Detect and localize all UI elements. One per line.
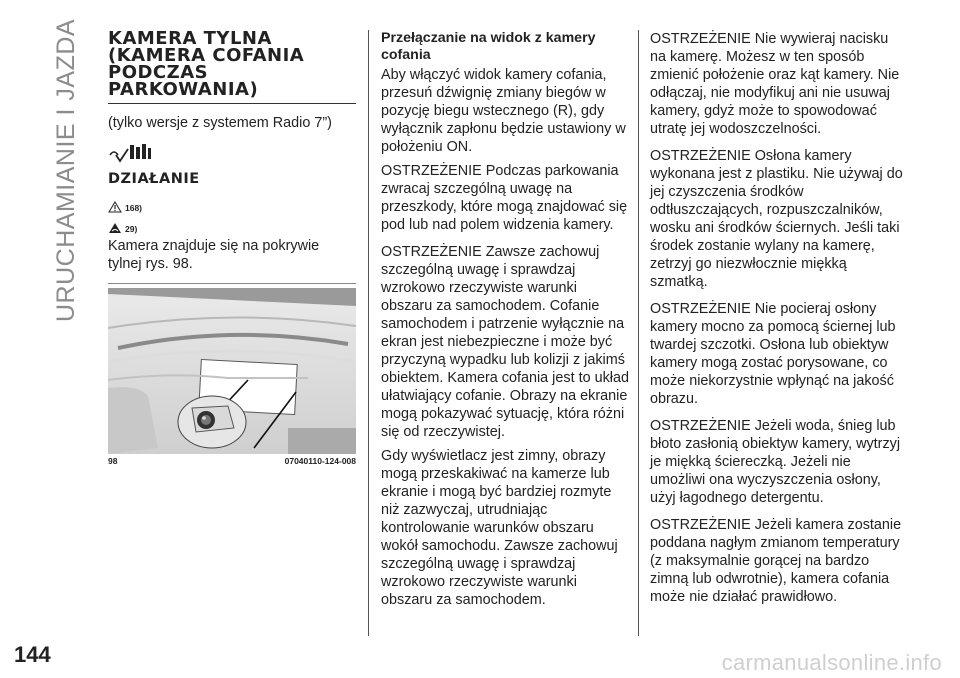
warning-reference-number: 168) xyxy=(125,203,143,213)
section-heading-camera-view: Przełączanie na widok z kamery cofania xyxy=(381,30,596,63)
radio-7-icon xyxy=(108,141,158,163)
paragraph: Aby włączyć widok kamery cofania, przesuń dźwignię zmiany biegów w pozycję biegu wstecznego (R), gdy wyłącznik zapłonu będzie ustawiony w położeniu ON. xyxy=(381,67,626,155)
column-3 xyxy=(650,30,906,615)
paragraph: Gdy wyświetlacz jest zimny, obrazy mogą przeskakiwać na kamerze lub ekranie i mogą być bardziej rozmyte niż zazwyczaj, utrudniając kontrolowanie warunków obszaru wokół samochodu. Zawsze zachowuj szczególną uwagę i sprawdzaj wzrokowo rzeczywiste warunki obszaru za samochodem. xyxy=(381,448,618,608)
info-reference-number: 29) xyxy=(125,224,138,234)
camera-location-text: Kamera znajduje się na pokrywie tylnej rys. 98. xyxy=(108,238,320,272)
figure-number: 98 xyxy=(108,456,118,466)
column-1 xyxy=(108,30,356,466)
rear-camera-illustration xyxy=(108,288,356,454)
warning-reference xyxy=(108,195,356,213)
warning-paragraph: OSTRZEŻENIE Nie wywieraj nacisku na kamerę. Możesz w ten sposób zmienić położenie oraz kąt kamery. Nie odłączaj, nie modyfikuj ani nie usuwaj kamery, gdyż może to spowodować utratę jej wodoszczelności. xyxy=(650,31,900,137)
warning-paragraph: OSTRZEŻENIE Nie pocieraj osłony kamery mocno za pomocą ściernej lub twardej szczotki. Osłona lub obiektyw kamery mogą zostać porysowane, co może niekorzystnie wpłynąć na jakość obrazu. xyxy=(650,301,896,407)
version-note: (tylko wersje z systemem Radio 7”) xyxy=(108,115,332,131)
figure-code: 07040110-124-008 xyxy=(284,456,356,466)
warning-paragraph: OSTRZEŻENIE Podczas parkowania zwracaj szczególną uwagę na przeszkody, które mogą znajdować się pod lub nad polem widzenia kamery. xyxy=(381,163,628,233)
info-triangle-icon xyxy=(108,222,122,234)
column-2 xyxy=(381,30,631,618)
chapter-title: URUCHAMIANIE I JAZDA xyxy=(52,18,80,322)
info-reference xyxy=(108,216,356,234)
warning-paragraph: OSTRZEŻENIE Zawsze zachowuj szczególną uwagę i sprawdzaj wzrokowo rzeczywiste warunki obszaru za samochodem. Cofanie samochodem i patrzenie wyłącznie na ekran jest niebezpieczne i może być przyczyną wypadku lub kolizji z jakimś obiektem. Kamera cofania jest to układ ułatwiający cofanie. Obrazy na ekranie mogą pokazywać sytuację, która różni się od rzeczywistej. xyxy=(381,244,629,440)
figure-98 xyxy=(108,283,356,466)
warning-paragraph: OSTRZEŻENIE Jeżeli woda, śnieg lub błoto zasłonią obiektyw kamery, wytrzyj je miękką ściereczką. Jeżeli nie umożliwi ona wyczyszczenia osłony, użyj łagodnego detergentu. xyxy=(650,418,901,506)
column-divider xyxy=(638,30,639,636)
column-divider xyxy=(368,30,369,636)
figure-caption xyxy=(108,456,356,466)
page-number: 144 xyxy=(14,642,51,667)
warning-paragraph: OSTRZEŻENIE Jeżeli kamera zostanie poddana nagłym zmianom temperatury (z maksymalnie gorącej na bardzo zimną lub odwrotnie), kamera cofania może nie działać prawidłowo. xyxy=(650,517,902,605)
section-heading-operation: DZIAŁANIE xyxy=(108,171,200,187)
title-rule xyxy=(108,103,356,104)
warning-paragraph: OSTRZEŻENIE Osłona kamery wykonana jest z plastiku. Nie używaj do jej czyszczenia środków odtłuszczających, rozpuszczalników, wosku ani środków ściernych. Jeśli taki środek zostanie wylany na kamerę, zetrzyj go niezwłocznie miękką szmatką. xyxy=(650,148,903,290)
watermark: carmanualsonline.info xyxy=(721,650,942,675)
warning-triangle-icon xyxy=(108,201,122,213)
chapter-side-tab xyxy=(52,18,80,322)
page-title: KAMERA TYLNA (KAMERA COFANIA PODCZAS PARKOWANIA) xyxy=(108,28,305,100)
